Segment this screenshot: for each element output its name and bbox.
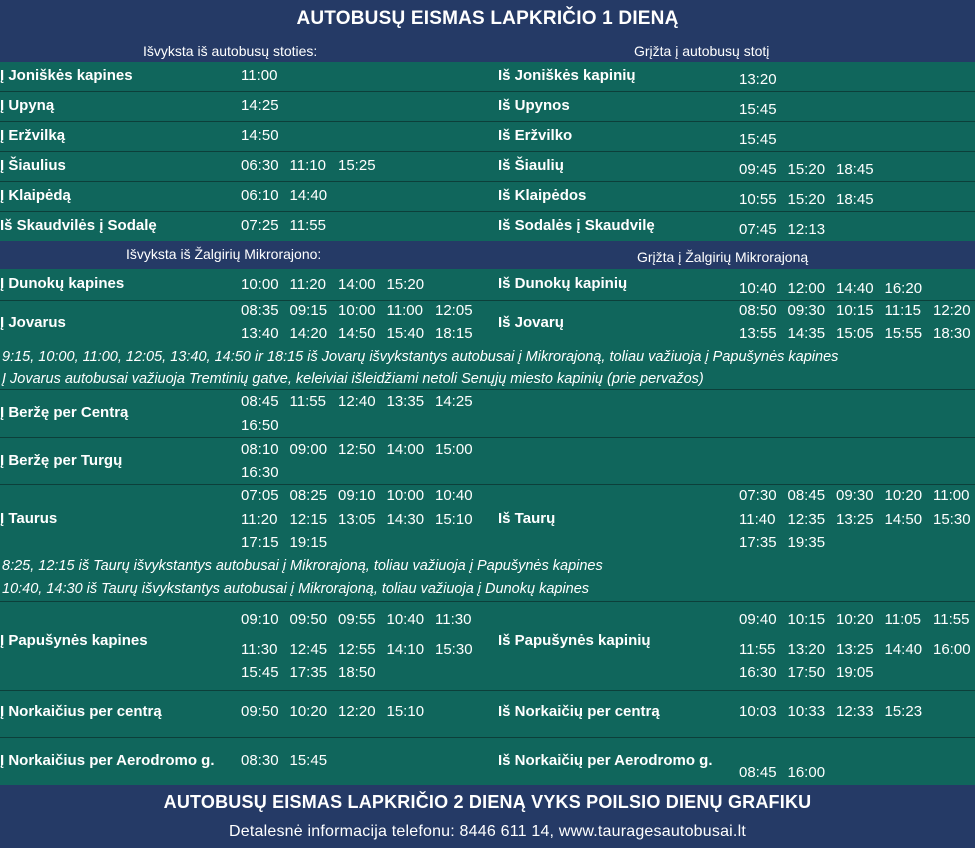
times-skaudvile-sodale: 07:25 11:55 (241, 217, 326, 234)
route-to-dunokai: Į Dunokų kapines (0, 275, 125, 292)
times-to-siauliai: 06:30 11:10 15:25 (241, 157, 376, 174)
times-berze-turgus-row1: 08:10 09:00 12:50 14:00 15:00 (241, 441, 473, 458)
section-label-micro-back: Grįžta į Žalgirių Mikrorajoną (637, 249, 809, 265)
times-to-norkaiciai-aerodromas: 08:30 15:45 (241, 752, 328, 769)
times-from-papusyne-row2: 11:55 13:20 13:25 14:40 16:00 (739, 641, 971, 658)
times-from-jovarai-row1: 08:50 09:30 10:15 11:15 12:20 (739, 302, 971, 319)
page-title: AUTOBUSŲ EISMAS LAPKRIČIO 1 DIENĄ (296, 8, 679, 29)
times-from-norkaiciai-aerodromas: 08:45 16:00 (739, 764, 826, 781)
times-from-erzvilkas: 15:45 (739, 131, 777, 148)
route-to-erzvilkas: Į Eržvilką (0, 127, 66, 144)
times-to-klaipeda: 06:10 14:40 (241, 187, 328, 204)
times-to-jovarai-row1: 08:35 09:15 10:00 11:00 12:05 (241, 302, 473, 319)
route-from-norkaiciai-centras: Iš Norkaičių per centrą (498, 703, 660, 720)
times-sodale-skaudvile: 07:45 12:13 (739, 221, 826, 238)
note-taurai-2: 10:40, 14:30 iš Taurų išvykstantys autobusai į Mikrorajoną, toliau važiuoja į Dunokų kapines (2, 581, 590, 597)
route-to-berze-centras: Į Beržę per Centrą (0, 404, 129, 421)
route-to-upyna: Į Upyną (0, 97, 55, 114)
route-sodale-skaudvile: Iš Sodalės į Skaudvilę (498, 217, 655, 234)
times-berze-centras-row1: 08:45 11:55 12:40 13:35 14:25 (241, 393, 473, 410)
route-to-siauliai: Į Šiaulius (0, 157, 66, 174)
times-from-dunokai: 10:40 12:00 14:40 16:20 (739, 280, 923, 297)
route-from-jovarai: Iš Jovarų (498, 314, 564, 331)
times-to-dunokai: 10:00 11:20 14:00 15:20 (241, 276, 425, 293)
route-to-berze-turgus: Į Beržę per Turgų (0, 452, 123, 469)
times-to-joniskes: 11:00 (241, 67, 278, 84)
times-from-taurai-row3: 17:35 19:35 (739, 534, 826, 551)
times-from-joniskes: 13:20 (739, 71, 777, 88)
times-from-jovarai-row2: 13:55 14:35 15:05 15:55 18:30 (739, 325, 971, 342)
route-from-upyna: Iš Upynos (498, 97, 570, 114)
times-berze-turgus-row2: 16:30 (241, 464, 279, 481)
times-from-klaipeda: 10:55 15:20 18:45 (739, 191, 874, 208)
times-to-papusyne-row1: 09:10 09:50 09:55 10:40 11:30 (241, 611, 472, 628)
route-to-papusyne: Į Papušynės kapines (0, 632, 148, 649)
times-to-papusyne-row2: 11:30 12:45 12:55 14:10 15:30 (241, 641, 473, 658)
times-from-papusyne-row1: 09:40 10:15 10:20 11:05 11:55 (739, 611, 970, 628)
route-from-siauliai: Iš Šiaulių (498, 157, 564, 174)
times-to-taurai-row3: 17:15 19:15 (241, 534, 328, 551)
times-to-upyna: 14:25 (241, 97, 279, 114)
note-taurai-1: 8:25, 12:15 iš Taurų išvykstantys autobusai į Mikrorajoną, toliau važiuoja į Papušynės kapines (2, 558, 603, 574)
route-from-papusyne: Iš Papušynės kapinių (498, 632, 651, 649)
section-label-station-out: Išvyksta iš autobusų stoties: (143, 43, 318, 59)
route-to-jovarai: Į Jovarus (0, 314, 66, 331)
note-jovarai-2: Į Jovarus autobusai važiuoja Tremtinių gatve, keleiviai išleidžiami netoli Senųjų miesto kapinių (prie pervažos) (2, 371, 704, 387)
footer-title: AUTOBUSŲ EISMAS LAPKRIČIO 2 DIENĄ VYKS POILSIO DIENŲ GRAFIKU (163, 792, 812, 812)
times-to-norkaiciai-centras: 09:50 10:20 12:20 15:10 (241, 703, 425, 720)
section-label-station-back: Grįžta į autobusų stotį (634, 43, 770, 59)
times-from-taurai-row2: 11:40 12:35 13:25 14:50 15:30 (739, 511, 971, 528)
footer-info: Detalesnė informacija telefonu: 8446 611 14, www.tauragesautobusai.lt (229, 823, 746, 840)
times-berze-centras-row2: 16:50 (241, 417, 279, 434)
note-jovarai-1: 9:15, 10:00, 11:00, 12:05, 13:40, 14:50 ir 18:15 iš Jovarų išvykstantys autobusai į Mikrorajoną, toliau važiuoja į Papušynės kapines (2, 349, 839, 365)
times-to-papusyne-row3: 15:45 17:35 18:50 (241, 664, 376, 681)
times-to-taurai-row2: 11:20 12:15 13:05 14:30 15:10 (241, 511, 473, 528)
route-to-taurai: Į Taurus (0, 510, 58, 527)
times-from-norkaiciai-centras: 10:03 10:33 12:33 15:23 (739, 703, 923, 720)
times-to-taurai-row1: 07:05 08:25 09:10 10:00 10:40 (241, 487, 473, 504)
route-from-dunokai: Iš Dunokų kapinių (498, 275, 628, 292)
route-to-norkaiciai-centras: Į Norkaičius per centrą (0, 703, 162, 720)
times-from-taurai-row1: 07:30 08:45 09:30 10:20 11:00 (739, 487, 970, 504)
times-to-jovarai-row2: 13:40 14:20 14:50 15:40 18:15 (241, 325, 473, 342)
route-skaudvile-sodale: Iš Skaudvilės į Sodalę (0, 217, 157, 234)
route-to-joniskes: Į Joniškės kapines (0, 67, 133, 84)
times-from-siauliai: 09:45 15:20 18:45 (739, 161, 874, 178)
times-from-papusyne-row3: 16:30 17:50 19:05 (739, 664, 874, 681)
times-from-upyna: 15:45 (739, 101, 777, 118)
times-to-erzvilkas: 14:50 (241, 127, 279, 144)
route-from-klaipeda: Iš Klaipėdos (498, 187, 587, 204)
route-to-klaipeda: Į Klaipėdą (0, 187, 71, 204)
route-from-norkaiciai-aerodromas: Iš Norkaičių per Aerodromo g. (498, 752, 713, 769)
route-to-norkaiciai-aerodromas: Į Norkaičius per Aerodromo g. (0, 752, 215, 769)
route-from-taurai: Iš Taurų (498, 510, 556, 527)
route-from-joniskes: Iš Joniškės kapinių (498, 67, 636, 84)
route-from-erzvilkas: Iš Eržvilko (498, 127, 573, 144)
section-label-micro-out: Išvyksta iš Žalgirių Mikrorajono: (126, 246, 322, 262)
